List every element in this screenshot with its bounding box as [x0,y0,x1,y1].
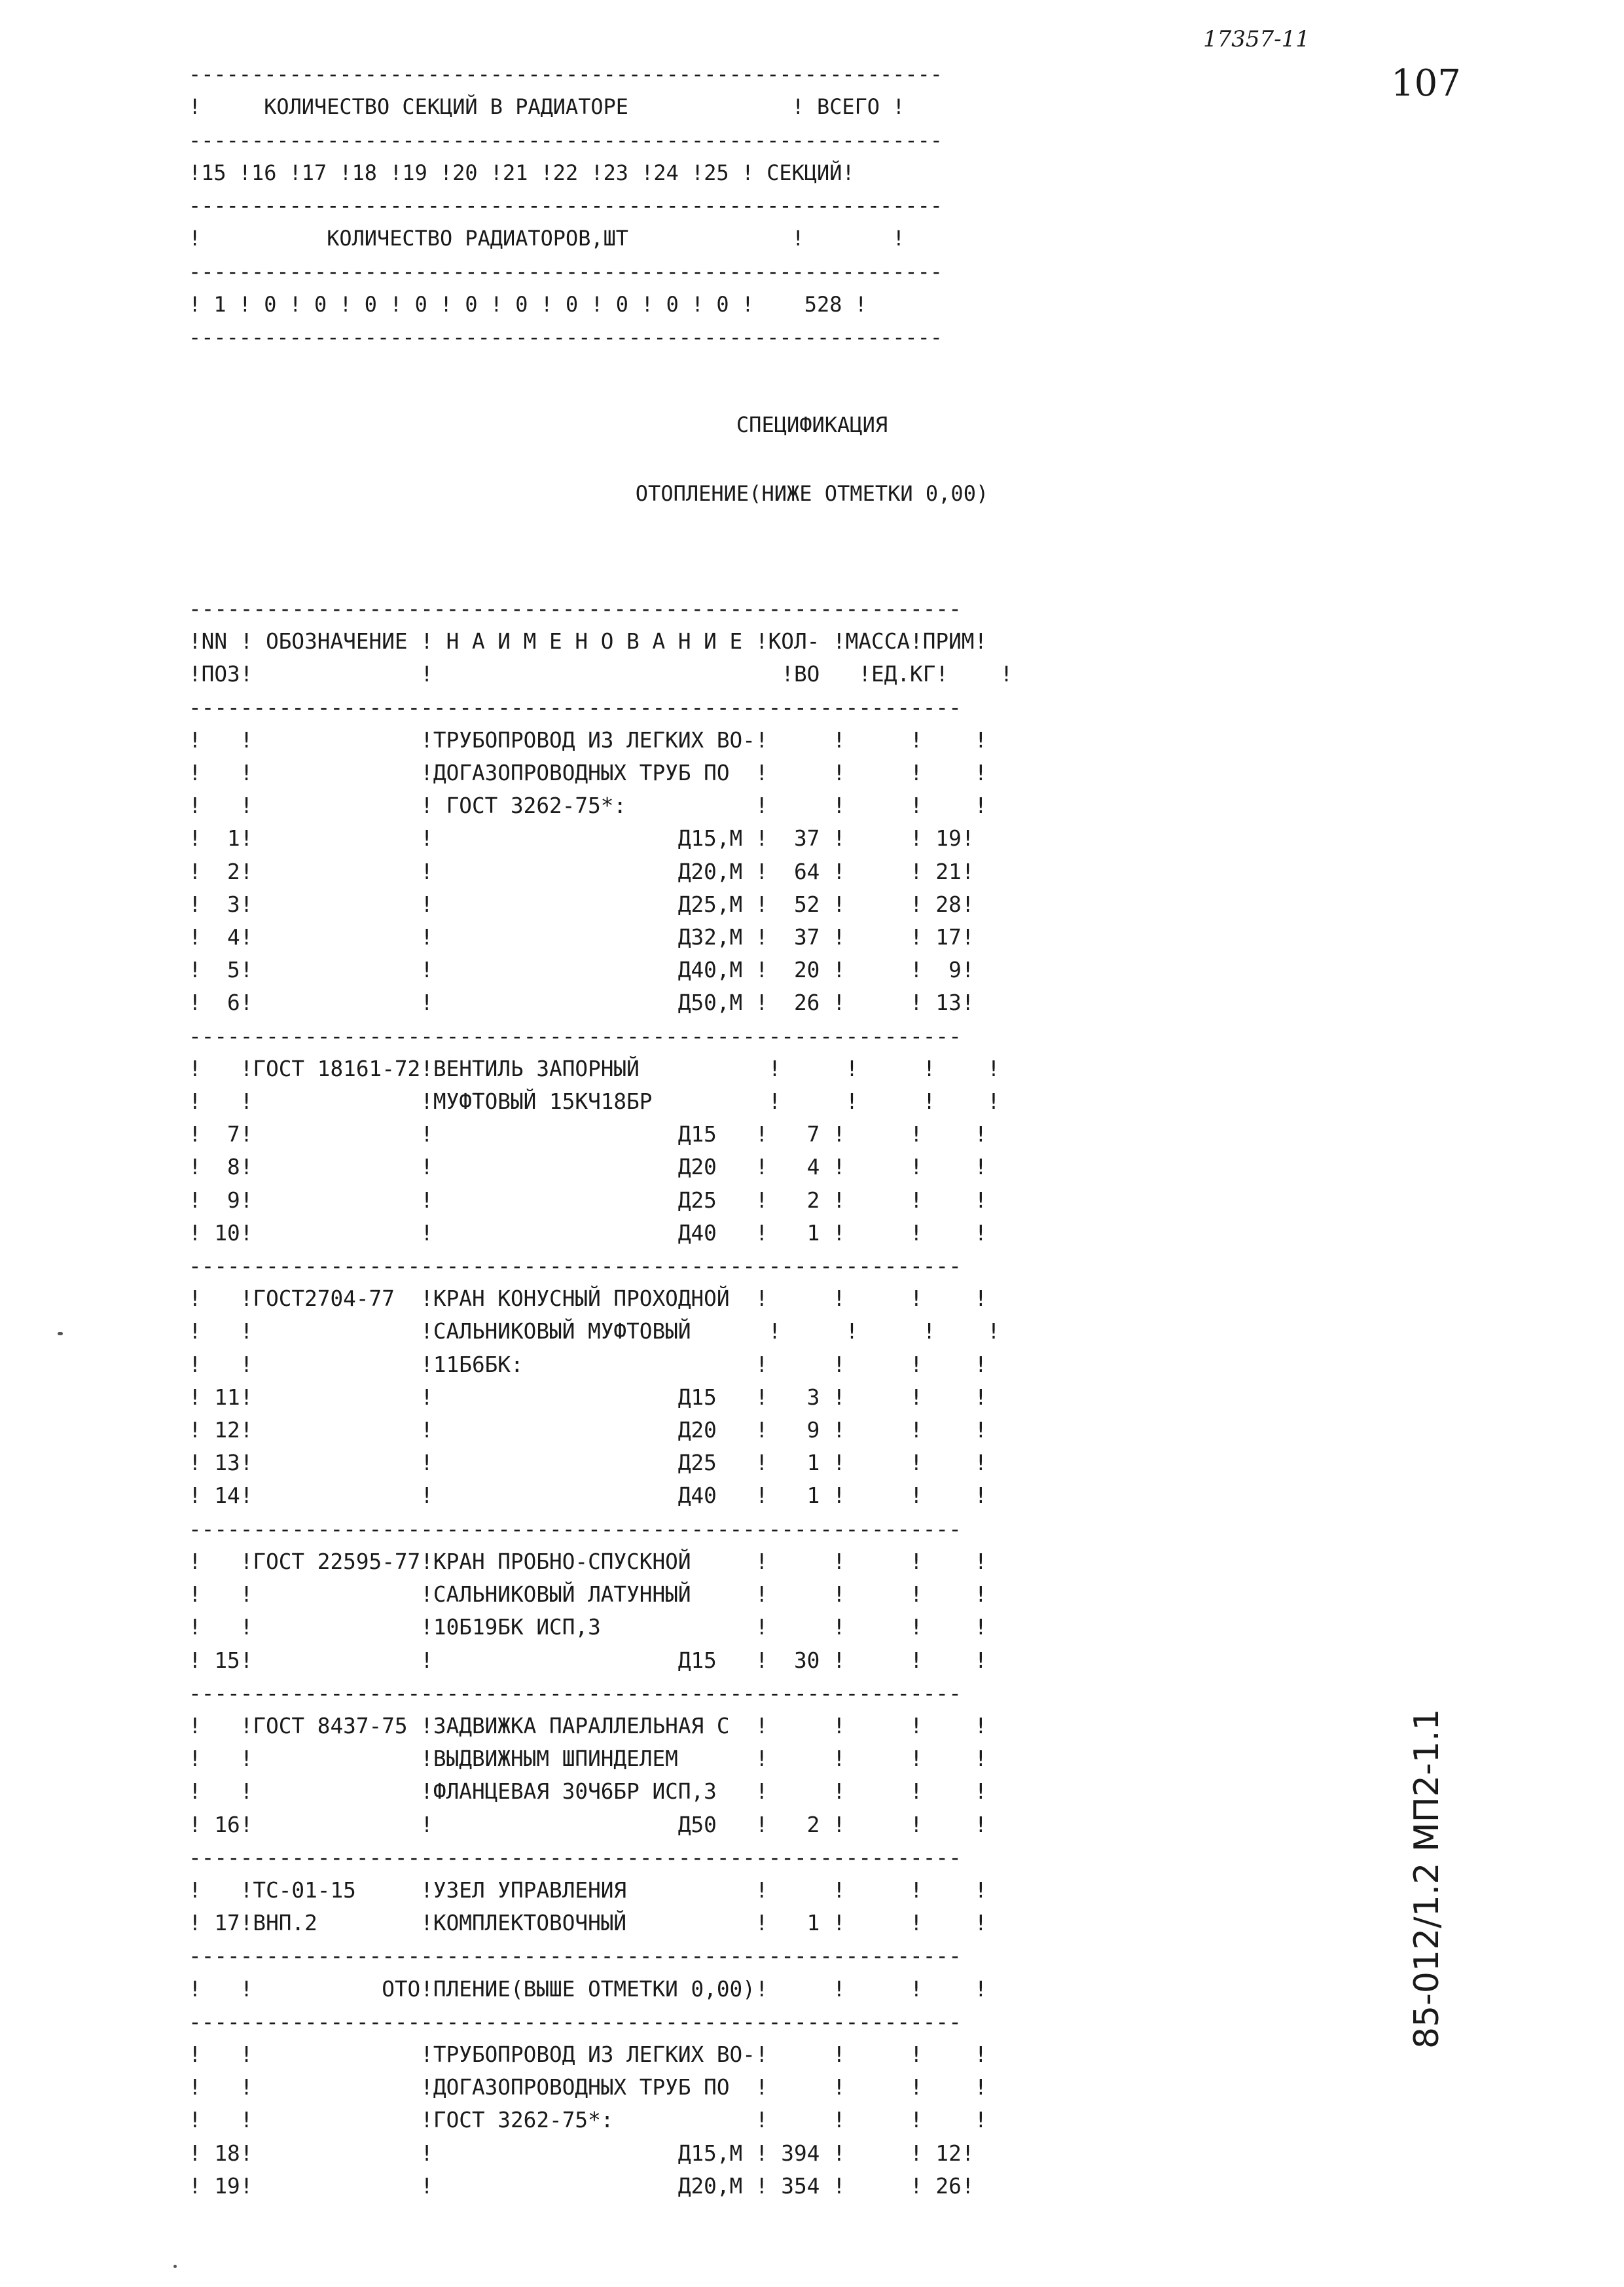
specification-title: СПЕЦИФИКАЦИЯ [736,412,888,437]
specification-subtitle: ОТОПЛЕНИЕ(НИЖЕ ОТМЕТКИ 0,00) [635,481,989,506]
radiator-sections-table: ------------------------------------------------------------ ! КОЛИЧЕСТВО СЕКЦИЙ В РАДИАТОРЕ ! ВСЕГО ! ------------------------------------------------------------ !15 !16 !17 !18 !19 !20 !21 !22 !23 !24 !25 ! СЕКЦИЙ! ------------------------------------------------------------ ! КОЛИЧЕСТВО РАДИАТОРОВ,ШТ ! ! ------------------------------------------------------------ ! 1 ! 0 ! 0 ! 0 ! 0 ! 0 ! 0 ! 0 ! 0 ! 0 ! 0 ! 528 ! ------------------------------------------------------------ [189,62,943,350]
vertical-document-code: 85-012/1.2 МП2-1.1 [1407,1708,1447,2049]
document-reference: 17357-11 [1203,26,1310,52]
page-number: 107 [1391,62,1461,105]
scan-speck [173,2265,177,2268]
scan-speck [58,1332,63,1335]
specification-table: ------------------------------------------------------------ !NN ! ОБОЗНАЧЕНИЕ ! Н А И М Е Н О В А Н И Е !КОЛ- !МАССА!ПРИМ! !ПОЗ! ! !ВО !ЕД.КГ! ! ------------------------------------------------------------ ! ! !ТРУБОПРОВОД ИЗ ЛЕГКИХ ВО-! ! ! ! ! ! !ДОГАЗОПРОВОДНЫХ ТРУБ ПО ! ! ! ! ! ! ! ГОСТ 3262-75*: ! ! ! ! ! 1! ! Д15,М ! 37 ! ! 19! ! 2! ! Д20,М ! 64 ! ! 21! ! 3! ! Д25,М ! 52 ! ! 28! ! 4! ! Д32,М ! 37 ! ! 17! ! 5! ! Д40,М ! 20 ! ! 9! ! 6! ! Д50,М ! 26 ! ! 13! ------------------------------------------------------------ ! !ГОСТ 18161-72!ВЕНТИЛЬ ЗАПОРНЫЙ ! ! ! ! ! ! !МУФТОВЫЙ 15КЧ18БР ! ! ! ! ! 7! ! Д15 ! 7 ! ! ! ! 8! ! Д20 ! 4 ! ! ! ! 9! ! Д25 ! 2 ! ! ! ! 10! ! Д40 ! 1 ! ! ! ------------------------------------------------------------ ! !ГОСТ2704-77 !КРАН КОНУСНЫЙ ПРОХОДНОЙ ! ! ! ! ! ! !САЛЬНИКОВЫЙ МУФТОВЫЙ ! ! ! ! ! ! !11Б6БК: ! ! ! ! ! 11! ! Д15 ! 3 ! ! ! ! 12! ! Д20 ! 9 ! ! ! ! 13! ! Д25 ! 1 ! ! ! ! 14! ! Д40 ! 1 ! ! ! ------------------------------------------------------------ ! !ГОСТ 22595-77!КРАН ПРОБНО-СПУСКНОЙ ! ! ! ! ! ! !САЛЬНИКОВЫЙ ЛАТУННЫЙ ! ! ! ! ! ! !10Б19БК ИСП,3 ! ! ! ! ! 15! ! Д15 ! 30 ! ! ! ------------------------------------------------------------ ! !ГОСТ 8437-75 !ЗАДВИЖКА ПАРАЛЛЕЛЬНАЯ С ! ! ! ! ! ! !ВЫДВИЖНЫМ ШПИНДЕЛЕМ ! ! ! ! ! ! !ФЛАНЦЕВАЯ 30Ч6БР ИСП,3 ! ! ! ! ! 16! ! Д50 ! 2 ! ! ! ------------------------------------------------------------ ! !ТС-01-15 !УЗЕЛ УПРАВЛЕНИЯ ! ! ! ! ! 17!ВНП.2 !КОМПЛЕКТОВОЧНЫЙ ! 1 ! ! ! ------------------------------------------------------------ ! ! ОТО!ПЛЕНИЕ(ВЫШЕ ОТМЕТКИ 0,00)! ! ! ! ------------------------------------------------------------ ! ! !ТРУБОПРОВОД ИЗ ЛЕГКИХ ВО-! ! ! ! ! ! !ДОГАЗОПРОВОДНЫХ ТРУБ ПО ! ! ! ! ! ! !ГОСТ 3262-75*: ! ! ! ! ! 18! ! Д15,М ! 394 ! ! 12! ! 19! ! Д20,М ! 354 ! ! 26! [189,596,1013,2199]
